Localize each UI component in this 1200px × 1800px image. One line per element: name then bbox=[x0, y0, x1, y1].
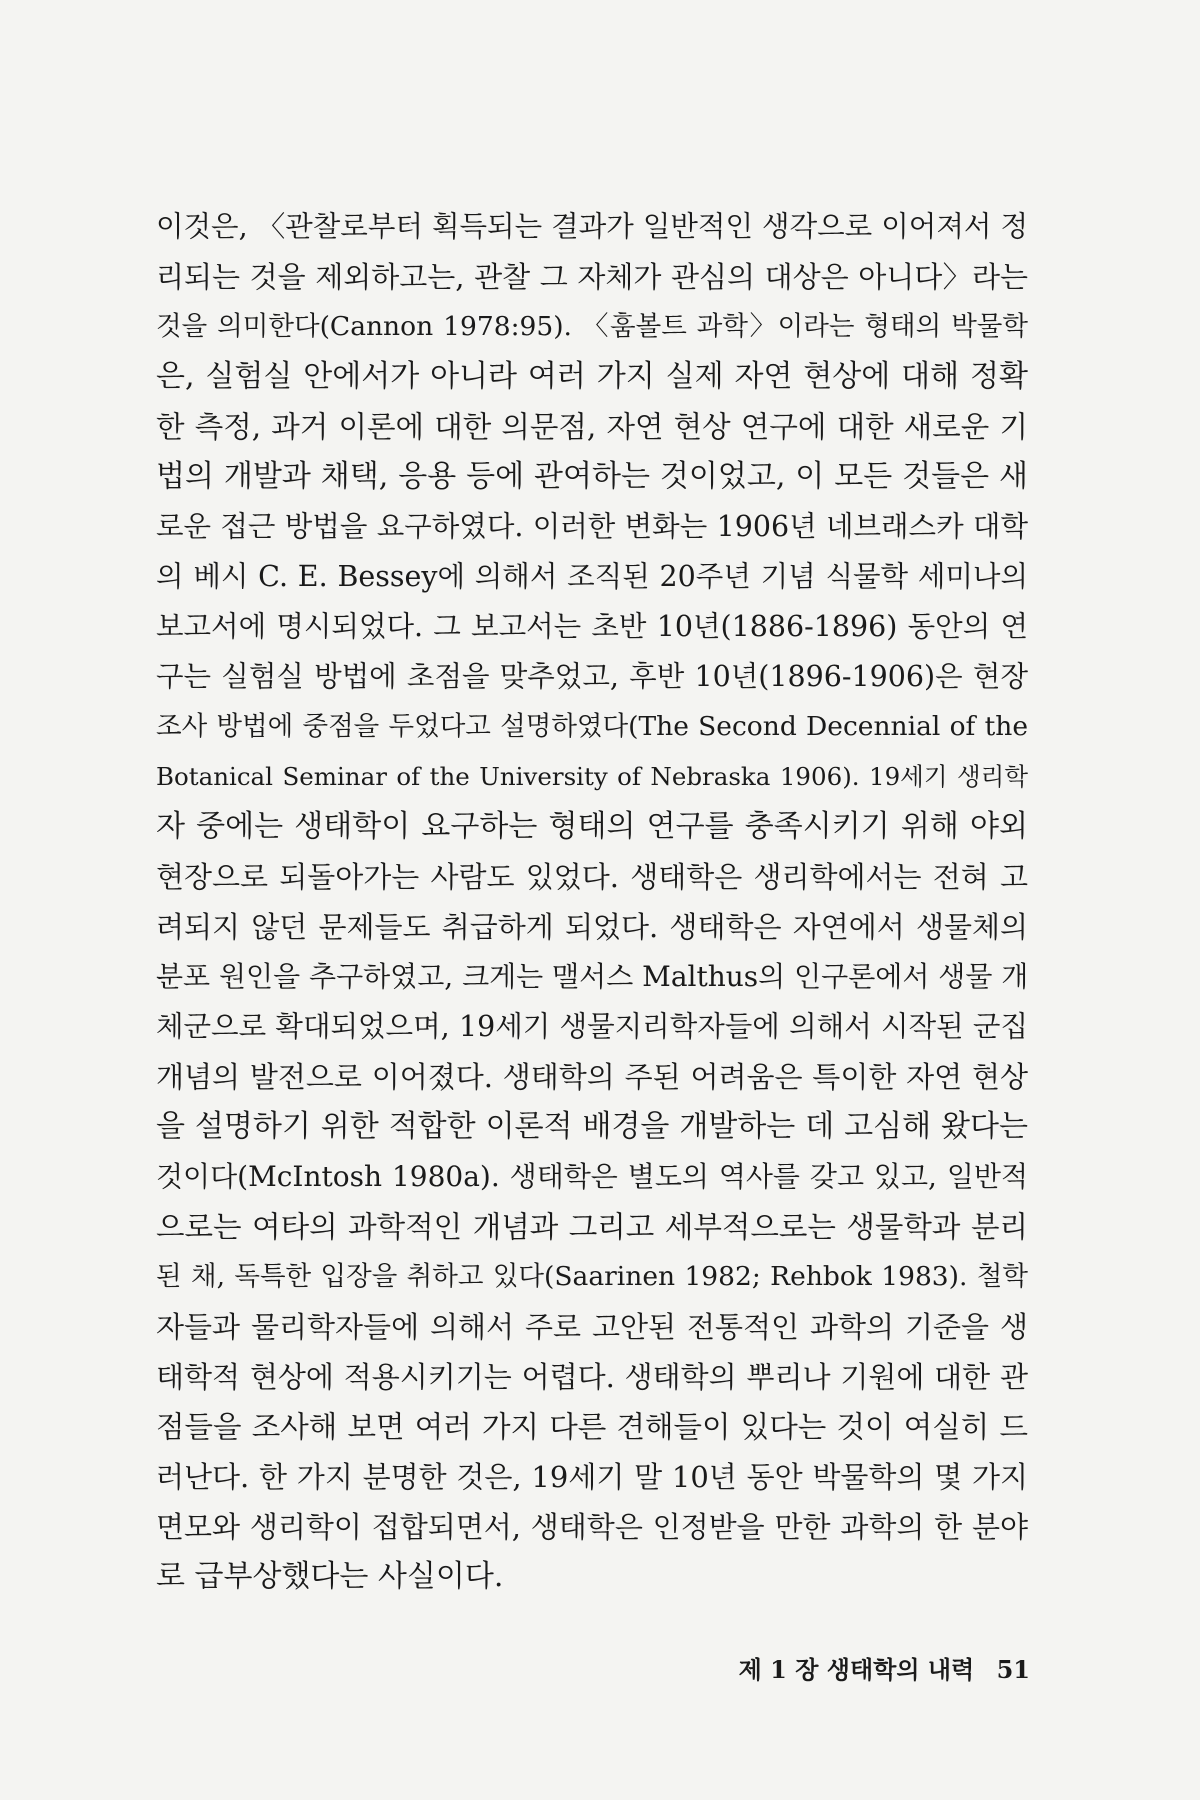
text-line: 자 중에는 생태학이 요구하는 형태의 연구를 충족시키기 위해 야외 bbox=[156, 809, 1028, 844]
body-paragraph bbox=[156, 202, 1028, 1602]
text-line: 된 채, 독특한 입장을 취하고 있다(Saarinen 1982; Rehbok 1983). 철학 bbox=[156, 1261, 1028, 1292]
text-line: 점들을 조사해 보면 여러 가지 다른 견해들이 있다는 것이 여실히 드 bbox=[156, 1410, 1028, 1444]
text-line: 보고서에 명시되었다. 그 보고서는 초반 10년(1886-1896) 동안의 연 bbox=[156, 610, 1028, 643]
text-line: 개념의 발전으로 이어졌다. 생태학의 주된 어려움은 특이한 자연 현상 bbox=[156, 1060, 1028, 1094]
text-line: 을 설명하기 위한 적합한 이론적 배경을 개발하는 데 고심해 왔다는 bbox=[156, 1109, 1028, 1144]
text-line: 것을 의미한다(Cannon 1978:95). 〈훔볼트 과학〉이라는 형태의 박물학 bbox=[156, 311, 1028, 342]
text-line: 체군으로 확대되었으며, 19세기 생물지리학자들에 의해서 시작된 군집 bbox=[156, 1010, 1028, 1043]
text-line: 한 측정, 과거 이론에 대한 의문점, 자연 현상 연구에 대한 새로운 기 bbox=[156, 410, 1028, 444]
text-line: 구는 실험실 방법에 초점을 맞추었고, 후반 10년(1896-1906)은 현장 bbox=[156, 660, 1028, 693]
text-line: 조사 방법에 중점을 두었다고 설명하였다(The Second Decennial of the bbox=[156, 711, 1028, 742]
text-line: 것이다(McIntosh 1980a). 생태학은 별도의 역사를 갖고 있고, 일반적 bbox=[156, 1160, 1028, 1193]
page-footer bbox=[739, 1650, 1030, 1685]
text-line: 으로는 여타의 과학적인 개념과 그리고 세부적으로는 생물학과 분리 bbox=[156, 1210, 1028, 1244]
text-line: 러난다. 한 가지 분명한 것은, 19세기 말 10년 동안 박물학의 몇 가지 bbox=[156, 1460, 1028, 1494]
text-line: 면모와 생리학이 접합되면서, 생태학은 인정받을 만한 과학의 한 분야 bbox=[156, 1510, 1028, 1544]
chapter-label: 제 1 장 생태학의 내력 bbox=[738, 1655, 975, 1684]
text-line: 의 베시 C. E. Bessey에 의해서 조직된 20주년 기념 식물학 세미나의 bbox=[156, 560, 1028, 593]
text-line: 현장으로 되돌아가는 사람도 있었다. 생태학은 생리학에서는 전혀 고 bbox=[156, 860, 1028, 894]
text-line: 분포 원인을 추구하였고, 크게는 맬서스 Malthus의 인구론에서 생물 개 bbox=[156, 960, 1029, 993]
text-line: Botanical Seminar of the University of Nebraska 1906). 19세기 생리학 bbox=[156, 762, 1028, 791]
page-number: 51 bbox=[996, 1655, 1030, 1684]
text-line: 법의 개발과 채택, 응용 등에 관여하는 것이었고, 이 모든 것들은 새 bbox=[156, 459, 1028, 494]
text-line: 은, 실험실 안에서가 아니라 여러 가지 실제 자연 현상에 대해 정확 bbox=[156, 359, 1028, 394]
text-line: 이것은, 〈관찰로부터 획득되는 결과가 일반적인 생각으로 이어져서 정 bbox=[156, 210, 1028, 243]
text-line: 로운 접근 방법을 요구하였다. 이러한 변화는 1906년 네브래스카 대학 bbox=[156, 510, 1028, 543]
text-line: 리되는 것을 제외하고는, 관찰 그 자체가 관심의 대상은 아니다〉라는 bbox=[156, 260, 1028, 294]
text-line: 려되지 않던 문제들도 취급하게 되었다. 생태학은 자연에서 생물체의 bbox=[156, 910, 1028, 944]
text-line: 태학적 현상에 적용시키기는 어렵다. 생태학의 뿌리나 기원에 대한 관 bbox=[156, 1360, 1028, 1394]
text-line: 자들과 물리학자들에 의해서 주로 고안된 전통적인 과학의 기준을 생 bbox=[156, 1310, 1028, 1344]
text-line-last: 로 급부상했다는 사실이다. bbox=[156, 1559, 504, 1594]
